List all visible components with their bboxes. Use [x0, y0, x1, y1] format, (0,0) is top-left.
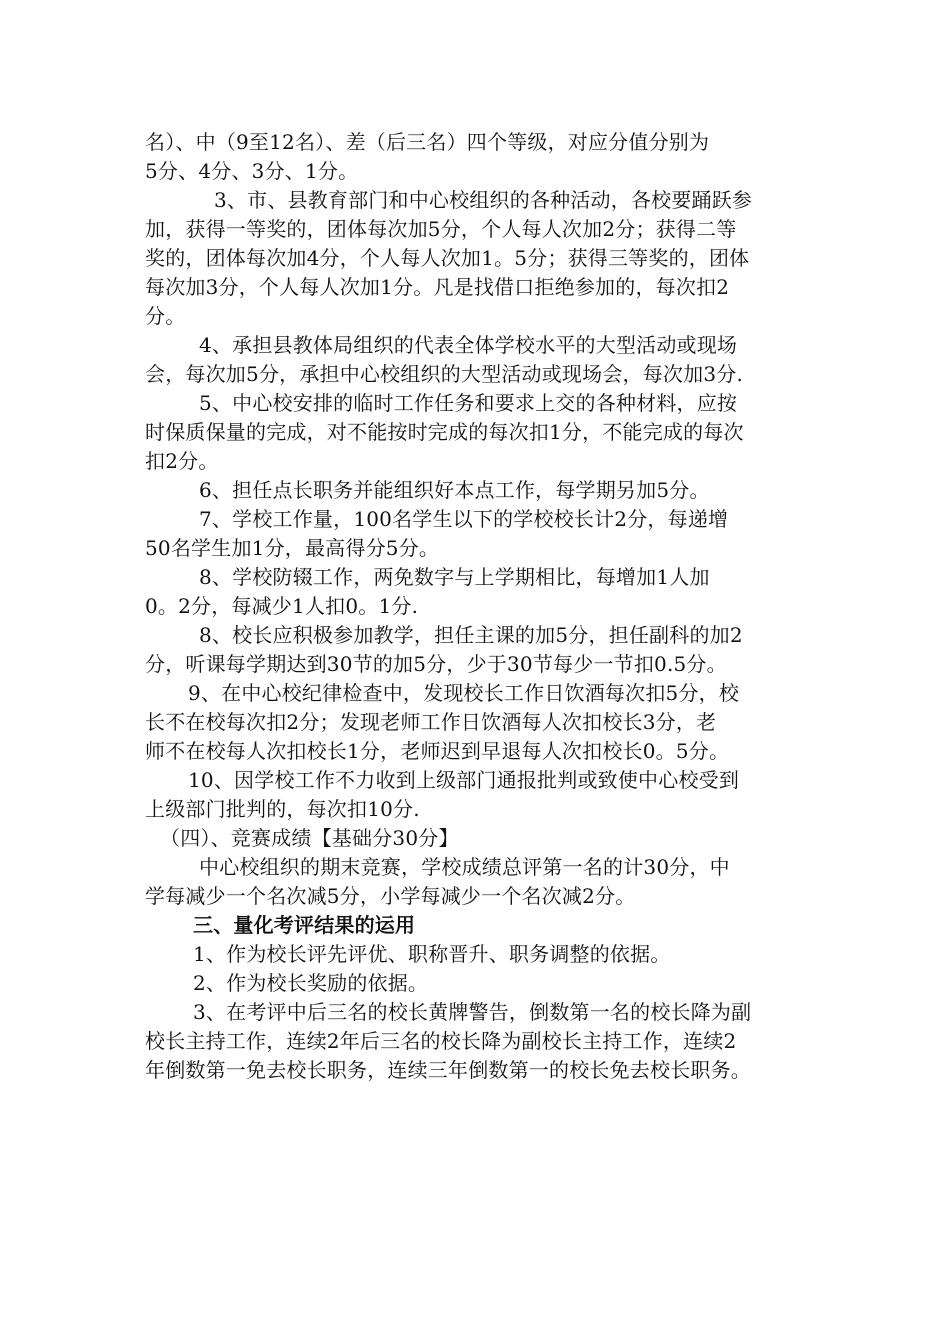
text-line: 分。 — [145, 304, 186, 328]
text-line: 长不在校每次扣2分；发现老师工作日饮酒每人次扣校长3分，老 — [145, 710, 717, 734]
section-subheading: （四）、竞赛成绩【基础分30分】 — [160, 826, 459, 850]
section-heading: 三、量化考评结果的运用 — [193, 913, 416, 937]
text-line: 校长主持工作，连续2年后三名的校长降为副校长主持工作，连续2 — [145, 1029, 737, 1053]
text-line: 3、在考评中后三名的校长黄牌警告，倒数第一名的校长降为副 — [193, 1000, 752, 1024]
text-line: 4、承担县教体局组织的代表全体学校水平的大型活动或现场 — [199, 333, 738, 357]
text-line: 1、作为校长评先评优、职称晋升、职务调整的依据。 — [193, 942, 671, 966]
text-line: 年倒数第一免去校长职务，连续三年倒数第一的校长免去校长职务。 — [145, 1058, 751, 1082]
text-line: 0。2分，每减少1人扣0。1分. — [145, 594, 419, 618]
text-line: 6、担任点长职务并能组织好本点工作，每学期另加5分。 — [199, 478, 710, 502]
text-line: 3、市、县教育部门和中心校组织的各种活动，各校要踊跃参 — [214, 188, 753, 212]
text-line: 7、学校工作量，100名学生以下的学校校长计2分，每递增 — [199, 507, 729, 531]
text-line: 学每减少一个名次减5分，小学每减少一个名次减2分。 — [145, 884, 636, 908]
text-line: 中心校组织的期末竞赛，学校成绩总评第一名的计30分，中 — [199, 855, 730, 879]
text-line: 10、因学校工作不力收到上级部门通报批判或致使中心校受到 — [188, 768, 740, 792]
text-line: 2、作为校长奖励的依据。 — [193, 971, 429, 995]
text-line: 会，每次加5分，承担中心校组织的大型活动或现场会，每次加3分. — [145, 362, 744, 386]
text-line: 5分、4分、3分、1分。 — [145, 159, 359, 183]
text-line: 扣2分。 — [145, 449, 219, 473]
text-line: 5、中心校安排的临时工作任务和要求上交的各种材料，应按 — [199, 391, 738, 415]
text-line: 奖的，团体每次加4分，个人每人次加1。5分；获得三等奖的，团体 — [145, 246, 750, 270]
text-line: 50名学生加1分，最高得分5分。 — [145, 536, 440, 560]
text-line: 9、在中心校纪律检查中，发现校长工作日饮酒每次扣5分，校 — [188, 681, 740, 705]
text-line: 8、学校防辍工作，两免数字与上学期相比，每增加1人加 — [199, 565, 710, 589]
text-line: 加，获得一等奖的，团体每次加5分，个人每人次加2分；获得二等 — [145, 217, 737, 241]
text-line: 每次加3分，个人每人次加1分。凡是找借口拒绝参加的，每次扣2 — [145, 275, 730, 299]
text-line: 上级部门批判的，每次扣10分. — [145, 797, 420, 821]
text-line: 师不在校每人次扣校长1分，老师迟到早退每人次扣校长0。5分。 — [145, 739, 730, 763]
text-line: 8、校长应积极参加教学，担任主课的加5分，担任副科的加2 — [199, 623, 743, 647]
text-line: 时保质保量的完成，对不能按时完成的每次扣1分，不能完成的每次 — [145, 420, 744, 444]
text-line: 名）、中（9至12名）、差（后三名）四个等级，对应分值分别为 — [145, 130, 710, 154]
text-line: 分，听课每学期达到30节的加5分，少于30节每少一节扣0.5分。 — [145, 652, 727, 676]
